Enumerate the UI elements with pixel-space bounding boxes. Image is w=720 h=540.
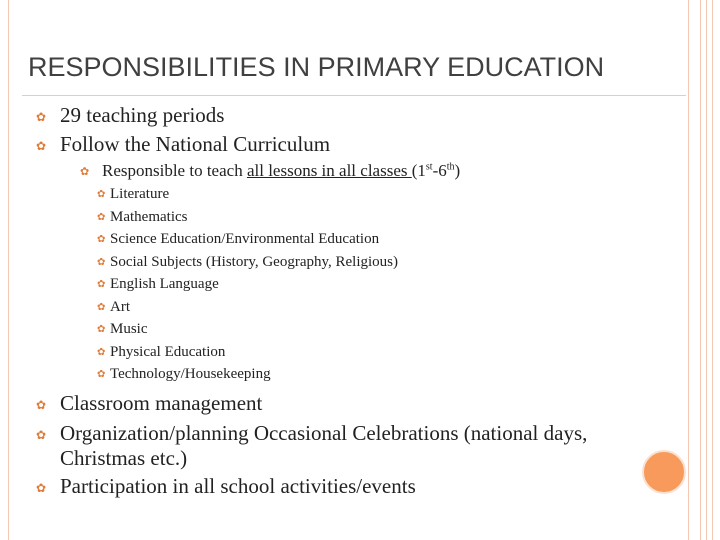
bullet-organization-planning-cont: Christmas etc.) <box>60 446 188 470</box>
bullet-icon: ✿ <box>97 302 106 313</box>
decorative-circle <box>642 450 686 494</box>
subject-item: Literature <box>110 186 170 202</box>
right-frame-line <box>688 0 689 540</box>
bullet-icon: ✿ <box>97 347 106 358</box>
subject-item: Mathematics <box>110 209 188 225</box>
bullet-icon: ✿ <box>36 110 47 124</box>
bullet-icon: ✿ <box>97 212 106 223</box>
title-divider <box>22 95 686 96</box>
subject-item: English Language <box>110 276 219 292</box>
subject-item: Art <box>110 299 130 315</box>
right-frame-line <box>712 0 713 540</box>
bullet-icon: ✿ <box>97 234 106 245</box>
slide-title: RESPONSIBILITIES IN PRIMARY EDUCATION <box>28 52 605 82</box>
bullet-icon: ✿ <box>80 166 90 178</box>
sub-item-sup-st: st <box>425 161 433 173</box>
sub-item-paren-close: ) <box>454 161 461 180</box>
sub-item-paren-open: (1 <box>411 161 426 180</box>
subject-item: Science Education/Environmental Education <box>110 231 380 247</box>
sub-item-sup-th: th <box>446 161 455 173</box>
sub-item-prefix: Responsible to teach <box>102 161 247 180</box>
right-frame-line <box>706 0 707 540</box>
subject-item: Physical Education <box>110 344 226 360</box>
bullet-classroom-management: Classroom management <box>60 391 263 415</box>
bullet-icon: ✿ <box>36 481 47 495</box>
bullet-icon: ✿ <box>36 428 47 442</box>
bullet-icon: ✿ <box>97 257 106 268</box>
left-frame-line <box>8 0 9 540</box>
subject-item: Social Subjects (History, Geography, Religious) <box>110 254 399 270</box>
bullet-icon: ✿ <box>36 398 47 412</box>
bullet-icon: ✿ <box>97 369 106 380</box>
bullet-teaching-periods: 29 teaching periods <box>60 103 225 127</box>
right-frame-line <box>700 0 701 540</box>
sub-item-dash: -6 <box>432 161 447 180</box>
sub-item-underlined: all lessons in all classes <box>246 161 412 180</box>
bullet-icon: ✿ <box>97 189 106 200</box>
bullet-national-curriculum: Follow the National Curriculum <box>60 132 331 156</box>
bullet-organization-planning: Organization/planning Occasional Celebrations (national days, <box>60 421 588 445</box>
bullet-icon: ✿ <box>97 279 106 290</box>
subject-item: Music <box>110 321 148 337</box>
subject-item: Technology/Housekeeping <box>110 366 271 382</box>
bullet-icon: ✿ <box>36 139 47 153</box>
bullet-responsible-to-teach <box>102 161 460 181</box>
bullet-participation: Participation in all school activities/events <box>60 474 416 498</box>
bullet-icon: ✿ <box>97 324 106 335</box>
